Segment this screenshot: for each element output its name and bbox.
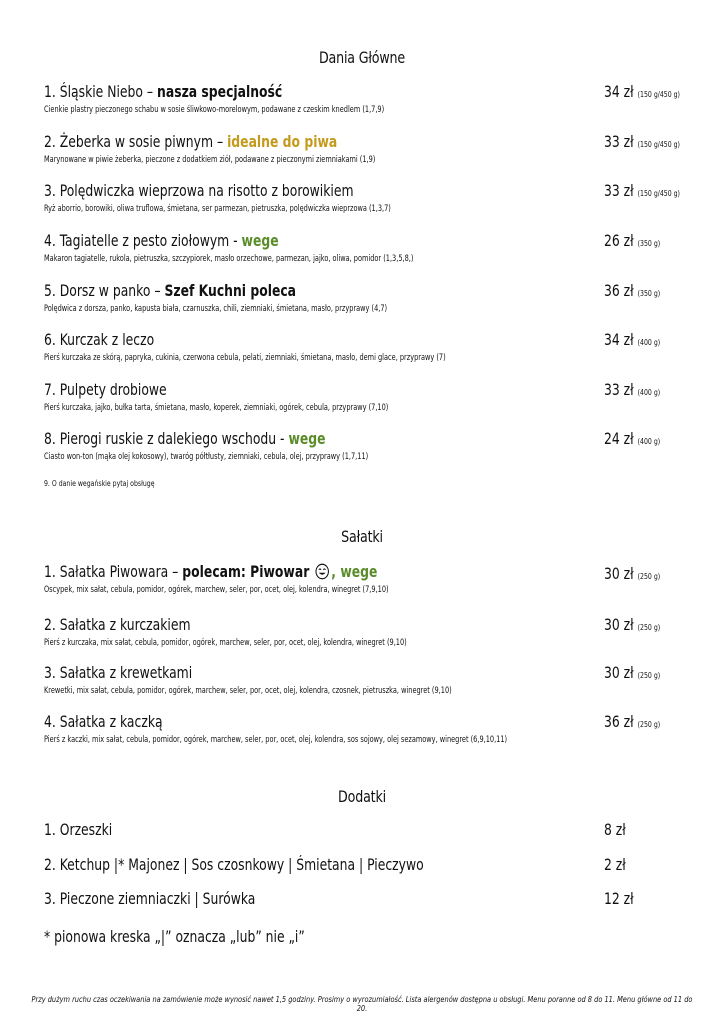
item-description: Krewetki, mix sałat, cebula, pomidor, ogórek, marchew, seler, por, ocet, olej, kolendra, czosnek, pietruszka, winegret (9,10) bbox=[44, 686, 452, 696]
menu-item bbox=[44, 663, 690, 696]
side-item bbox=[44, 855, 690, 874]
menu-item bbox=[44, 615, 690, 648]
side-price: 2 zł bbox=[604, 855, 626, 874]
menu-item bbox=[44, 281, 690, 314]
side-price: 12 zł bbox=[604, 889, 634, 908]
item-price: 33 zł (150 g/450 g) bbox=[604, 132, 680, 151]
item-name: 2. Sałatka z kurczakiem bbox=[44, 615, 191, 634]
item-price: 30 zł (250 g) bbox=[604, 663, 661, 682]
item-price: 33 zł (400 g) bbox=[604, 380, 661, 399]
section-title-salads: Sałatki bbox=[341, 527, 383, 546]
item-description: Pierś z kurczaka, mix sałat, cebula, pomidor, ogórek, marchew, seler, por, ocet, olej, kolendra, winegret (9,10) bbox=[44, 638, 407, 648]
side-name: 2. Ketchup |* Majonez | Sos czosnkowy | Śmietana | Pieczywo bbox=[44, 855, 424, 874]
item-description: Pierś kurczaka ze skórą, papryka, cukinia, czerwona cebula, pelati, ziemniaki, śmietana, masło, demi glace, przyprawy (7) bbox=[44, 353, 446, 363]
item-price: 36 zł (250 g) bbox=[604, 712, 661, 731]
item-price: 34 zł (150 g/450 g) bbox=[604, 82, 680, 101]
item-description: Oscypek, mix sałat, cebula, pomidor, ogórek, marchew, seler, por, ocet, olej, kolendra, winegret (7,9,10) bbox=[44, 585, 389, 595]
menu-item bbox=[44, 380, 690, 413]
menu-item bbox=[44, 181, 690, 214]
item-price: 30 zł (250 g) bbox=[604, 615, 661, 634]
item-price: 26 zł (350 g) bbox=[604, 231, 661, 250]
item-name: 7. Pulpety drobiowe bbox=[44, 380, 167, 399]
item-badge: idealne do piwa bbox=[227, 132, 338, 151]
item-name: 2. Żeberka w sosie piwnym – bbox=[44, 132, 228, 151]
section-title-sides: Dodatki bbox=[338, 787, 386, 806]
vegan-note: 9. O danie wegańskie pytaj obsługę bbox=[44, 479, 155, 488]
item-price: 24 zł (400 g) bbox=[604, 429, 661, 448]
side-item bbox=[44, 820, 690, 839]
item-description: Ciasto won-ton (mąka olej kokosowy), twaróg półtłusty, ziemniaki, cebula, olej, przyprawy (1,7,11) bbox=[44, 452, 369, 462]
item-name: 1. Sałatka Piwowara – bbox=[44, 562, 183, 581]
item-description: Marynowane w piwie żeberka, pieczone z dodatkiem ziół, podawane z pieczonymi ziemniakami (1,9) bbox=[44, 155, 376, 165]
side-note bbox=[44, 927, 690, 946]
smiley-icon bbox=[315, 563, 330, 580]
item-price: 36 zł (350 g) bbox=[604, 281, 661, 300]
side-name: 1. Orzeszki bbox=[44, 820, 113, 839]
item-badge: nasza specjalność bbox=[157, 82, 283, 101]
menu-item bbox=[44, 712, 690, 745]
item-name: 6. Kurczak z leczo bbox=[44, 330, 155, 349]
menu-item bbox=[44, 132, 690, 165]
menu-item bbox=[44, 562, 690, 595]
item-description: Polędwica z dorsza, panko, kapusta biała, czarnuszka, chili, ziemniaki, śmietana, masło, przyprawy (4,7) bbox=[44, 304, 388, 314]
item-name: 8. Pierogi ruskie z dalekiego wschodu - bbox=[44, 429, 289, 448]
item-description: Makaron tagiatelle, rukola, pietruszka, szczypiorek, masło orzechowe, parmezan, jajko, oliwa, pomidor (1,3,5,8,) bbox=[44, 254, 414, 264]
item-badge: wege bbox=[241, 231, 279, 250]
footer-note: Przy dużym ruchu czas oczekiwania na zamówienie może wynosić nawet 1,5 godziny. Prosimy o wyrozumiałość. Lista alergenów dostępna u obsługi. Menu poranne od 8 do 11. Menu główne od 11 do 20. bbox=[31, 995, 693, 1013]
side-price: 8 zł bbox=[604, 820, 626, 839]
item-name: 4. Sałatka z kaczką bbox=[44, 712, 163, 731]
item-name: 4. Tagiatelle z pesto ziołowym - bbox=[44, 231, 242, 250]
side-item bbox=[44, 889, 690, 908]
menu-item bbox=[44, 429, 690, 462]
item-badge: polecam: Piwowar bbox=[182, 562, 310, 581]
item-badge: Szef Kuchni poleca bbox=[164, 281, 297, 300]
item-badge-wege: , wege bbox=[331, 562, 378, 581]
item-name: 5. Dorsz w panko – bbox=[44, 281, 165, 300]
item-description: Ryż aborrio, borowiki, oliwa truflowa, śmietana, ser parmezan, pietruszka, polędwiczka wieprzowa (1,3,7) bbox=[44, 204, 391, 214]
menu-item bbox=[44, 231, 690, 264]
section-title-main: Dania Główne bbox=[318, 48, 406, 67]
side-name: 3. Pieczone ziemniaczki | Surówka bbox=[44, 889, 256, 908]
item-description: Pierś z kaczki, mix sałat, cebula, pomidor, ogórek, marchew, seler, por, ocet, olej, kolendra, sos sojowy, olej sezamowy, winegret (6,9,10,11) bbox=[44, 735, 508, 745]
item-price: 34 zł (400 g) bbox=[604, 330, 661, 349]
item-description: Pierś kurczaka, jajko, bułka tarta, śmietana, masło, koperek, ziemniaki, ogórek, cebula, przyprawy (7,10) bbox=[44, 403, 389, 413]
item-badge: wege bbox=[288, 429, 326, 448]
item-name: 3. Sałatka z krewetkami bbox=[44, 663, 193, 682]
menu-item bbox=[44, 330, 690, 363]
item-price: 33 zł (150 g/450 g) bbox=[604, 181, 680, 200]
side-note-text: * pionowa kreska „|” oznacza „lub” nie „i” bbox=[44, 927, 305, 946]
item-price: 30 zł (250 g) bbox=[604, 564, 661, 583]
item-description: Cienkie plastry pieczonego schabu w sosie śliwkowo-morelowym, podawane z czeskim knedlem (1,7,9) bbox=[44, 105, 385, 115]
item-name: 1. Śląskie Niebo – bbox=[44, 82, 158, 101]
item-name: 3. Polędwiczka wieprzowa na risotto z borowikiem bbox=[44, 181, 354, 200]
menu-item bbox=[44, 82, 690, 115]
